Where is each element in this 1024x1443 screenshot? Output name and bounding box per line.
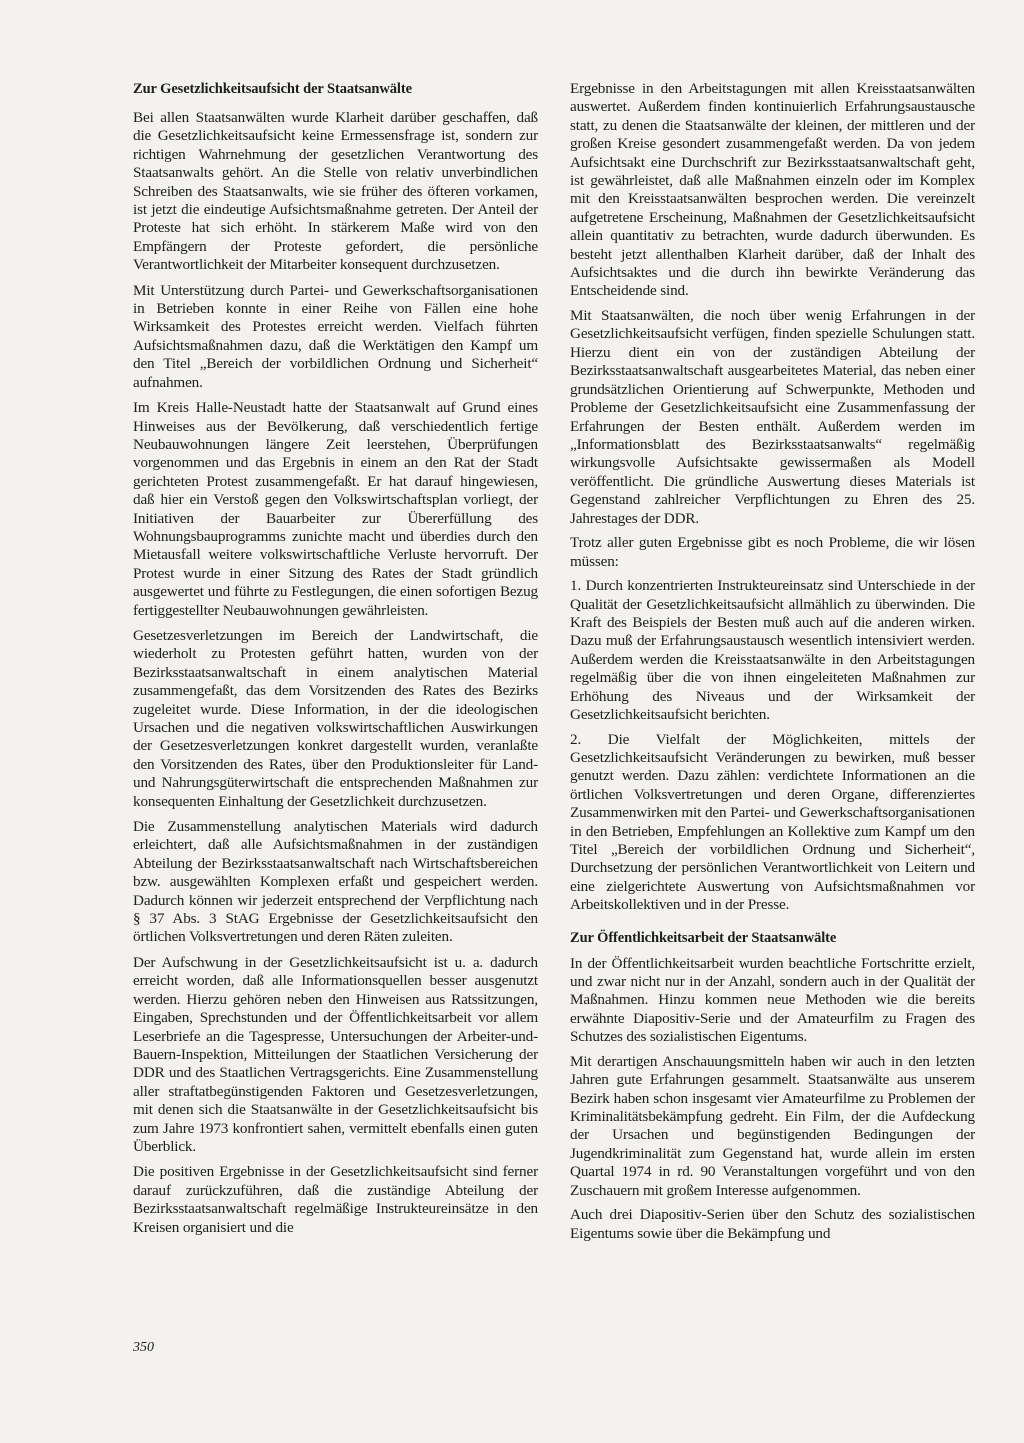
paragraph: Im Kreis Halle-Neustadt hatte der Staatsanwalt auf Grund eines Hinweises aus der Bevölkerung, daß verschiedentlich fertige Neubauwohnungen längere Zeit leerstehen, Überprüfungen vorgenommen und das Ergebnis in einem an den Rat der Stadt gerichteten Protest zusammengefaßt. Er hat darauf hingewiesen, daß hier ein Verstoß gegen den Volkswirtschaftsplan vorliegt, der Initiativen der Bauarbeiter zur Übererfüllung des Wohnungsbauprogramms zunichte macht und überdies durch den Mietausfall weitere volkswirtschaftliche Verluste hervorruft. Der Protest wurde in einer Sitzung des Rates der Stadt gründlich ausgewertet und führte zu Festlegungen, die einen sofortigen Bezug fertiggestellter Neubauwohnungen gewährleisten. bbox=[133, 399, 538, 619]
paragraph: Die Zusammenstellung analytischen Materials wird dadurch erleichtert, daß alle Aufsichtsmaßnahmen in der zuständigen Abteilung der Bezirksstaatsanwaltschaft nach Wirtschaftsbereichen bzw. ausgewählten Komplexen erfaßt und gespeichert werden. Dadurch können wir jederzeit entsprechend der Verpflichtung nach § 37 Abs. 3 StAG Ergebnisse der Gesetzlichkeitsaufsicht den örtlichen Volksvertretungen und deren Räten zuleiten. bbox=[133, 818, 538, 946]
paragraph: Der Aufschwung in der Gesetzlichkeitsaufsicht ist u. a. dadurch erreicht worden, daß alle Informationsquellen besser ausgenutzt werden. Hierzu gehören neben den Hinweisen aus Ratssitzungen, Eingaben, Sprechstunden und der Öffentlichkeitsarbeit vor allem Leserbriefe an die Tagespresse, Untersuchungen der Arbeiter-und-Bauern-Inspektion, Mitteilungen der Staatlichen Versicherung der DDR und des Staatlichen Vertragsgerichts. Eine Zusammenstellung aller straftatbegünstigenden Faktoren und Gesetzesverletzungen, mit denen sich die Staatsanwälte in der Gesetzlichkeitsaufsicht bis zum Jahre 1973 konfrontiert sahen, vermittelt ebenfalls einen guten Überblick. bbox=[133, 953, 538, 1155]
paragraph: In der Öffentlichkeitsarbeit wurden beachtliche Fortschritte erzielt, und zwar nicht nur in der Anzahl, sondern auch in der Qualität der Maßnahmen. Hinzu kommen neue Methoden wie die bereits erwähnte Diapositiv-Serie und der Amateurfilm zu Fragen des Schutzes des sozialistischen Eigentums. bbox=[570, 954, 975, 1046]
list-item: 2. Die Vielfalt der Möglichkeiten, mittels der Gesetzlichkeitsaufsicht Veränderungen zu bewirken, muß besser genutzt werden. Dazu zählen: verdichtete Informationen an die örtlichen Volksvertretungen und deren Organe, differenziertes Zusammenwirken mit den Partei- und Gewerkschaftsorganisationen in den Betrieben, Empfehlungen an Kollektive zum Kampf um den Titel „Bereich der vorbildlichen Ordnung und Sicherheit“, Durchsetzung der persönlichen Verantwortlichkeit von Leitern und eine zielgerichtete Auswertung von Aufsichtsmaßnahmen vor Arbeitskollektiven und in der Presse. bbox=[570, 730, 975, 914]
paragraph: Die positiven Ergebnisse in der Gesetzlichkeitsaufsicht sind ferner darauf zurückzuführen, daß die zuständige Abteilung der Bezirksstaatsanwaltschaft regelmäßige Instrukteureinsätze in den Kreisen organisiert und die bbox=[133, 1163, 538, 1236]
list-item: 1. Durch konzentrierten Instrukteureinsatz sind Unterschiede in der Qualität der Gesetzlichkeitsaufsicht allmählich zu überwinden. Die Kraft des Beispiels der Besten muß auch auf die anderen wirken. Dazu muß der Erfahrungsaustausch wesentlich intensiviert werden. Außerdem werden die Kreisstaatsanwälte in den Arbeitstagungen regelmäßig über die von ihnen eingeleiteten Maßnahmen zur Erhöhung des Niveaus und der Wirksamkeit der Gesetzlichkeitsaufsicht berichten. bbox=[570, 577, 975, 723]
paragraph: Mit Unterstützung durch Partei- und Gewerkschaftsorganisationen in Betrieben konnte in einer Reihe von Fällen eine hohe Wirksamkeit des Protestes erreicht werden. Vielfach führten Aufsichtsmaßnahmen dazu, daß die Werktätigen den Kampf um den Titel „Bereich der vorbildlichen Ordnung und Sicherheit“ aufnahmen. bbox=[133, 281, 538, 391]
page-number: 350 bbox=[133, 1340, 154, 1355]
paragraph: Trotz aller guten Ergebnisse gibt es noch Probleme, die wir lösen müssen: bbox=[570, 534, 975, 570]
section-heading-gesetzlichkeitsaufsicht: Zur Gesetzlichkeitsaufsicht der Staatsanwälte bbox=[133, 81, 412, 97]
right-column bbox=[570, 80, 975, 1249]
paragraph: Bei allen Staatsanwälten wurde Klarheit darüber geschaffen, daß die Gesetzlichkeitsaufsicht keine Ermessensfrage ist, sondern zur richtigen Wahrnehmung der gesetzlichen Verantwortung des Staatsanwalts gehört. An die Stelle von relativ unverbindlichen Schreiben des Staatsanwalts, wie sie früher des öfteren vorkamen, ist jetzt die eindeutige Aufsichtsmaßnahme getreten. Der Anteil der Proteste hat sich erhöht. In stärkerem Maße wird von den Empfängern der Proteste gefordert, die persönliche Verantwortlichkeit der Mitarbeiter konsequent durchzusetzen. bbox=[133, 109, 538, 274]
paragraph: Ergebnisse in den Arbeitstagungen mit allen Kreisstaatsanwälten auswertet. Außerdem finden kontinuierlich Erfahrungsaustausche statt, zu denen die Staatsanwälte der kleinen, der mittleren und der großen Kreise gesondert zusammengefaßt werden. Da von jedem Aufsichtsakt eine Durchschrift zur Bezirksstaatsanwaltschaft geht, ist gewährleistet, daß alle Maßnahmen einzeln oder im Komplex mit den Kreisstaatsanwälten besprochen werden. Die vereinzelt aufgetretene Erscheinung, Maßnahmen der Gesetzlichkeitsaufsicht allein quantitativ zu betrachten, wurde dadurch überwunden. Es besteht jetzt allenthalben Klarheit darüber, daß der Inhalt des Aufsichtsaktes und die durch ihn bewirkte Veränderung das Entscheidende sind. bbox=[570, 80, 975, 300]
paragraph: Auch drei Diapositiv-Serien über den Schutz des sozialistischen Eigentums sowie über die Bekämpfung und bbox=[570, 1206, 975, 1242]
section-heading-oeffentlichkeitsarbeit: Zur Öffentlichkeitsarbeit der Staatsanwälte bbox=[570, 929, 837, 946]
paragraph: Gesetzesverletzungen im Bereich der Landwirtschaft, die wiederholt zu Protesten geführt hatten, wurden von der Bezirksstaatsanwaltschaft in einem analytischen Material zusammengefaßt, das dem Vorsitzenden des Rates des Bezirks zugeleitet wurde. Diese Information, in der die ideologischen Ursachen und die negativen volkswirtschaftlichen Auswirkungen der Gesetzesverletzungen konkret dargestellt wurden, veranlaßte den Vorsitzenden des Rates, über den Produktionsleiter für Land- und Nahrungsgüterwirtschaft die entsprechenden Maßnahmen zur konsequenten Einhaltung der Gesetzlichkeit durchzusetzen. bbox=[133, 626, 538, 810]
paragraph: Mit Staatsanwälten, die noch über wenig Erfahrungen in der Gesetzlichkeitsaufsicht verfügen, finden spezielle Schulungen statt. Hierzu dient ein von der zuständigen Abteilung der Bezirksstaatsanwaltschaft ausgearbeitetes Material, das neben einer grundsätzlichen Orientierung auf Schwerpunkte, Methoden und Probleme der Gesetzlichkeitsaufsicht eine Zusammenfassung der Erfahrungen der Besten enthält. Außerdem werden im „Informationsblatt des Bezirksstaatsanwalts“ regelmäßig wirkungsvolle Aufsichtsakte gewissermaßen als Modell veröffentlicht. Die gründliche Auswertung dieses Materials ist Gegenstand zahlreicher Verpflichtungen zu Ehren des 25. Jahrestages der DDR. bbox=[570, 307, 975, 527]
paragraph: Mit derartigen Anschauungsmitteln haben wir auch in den letzten Jahren gute Erfahrungen gesammelt. Staatsanwälte aus unserem Bezirk haben schon insgesamt vier Amateurfilme zu Problemen der Kriminalitätsbekämpfung gedreht. Ein Film, der die Aufdeckung der Ursachen und begünstigenden Bedingungen der Jugendkriminalität zum Gegenstand hat, wurde allein im ersten Quartal 1974 in rd. 90 Veranstaltungen vorgeführt und von den Zuschauern mit großem Interesse aufgenommen. bbox=[570, 1052, 975, 1199]
left-column bbox=[133, 80, 538, 1244]
